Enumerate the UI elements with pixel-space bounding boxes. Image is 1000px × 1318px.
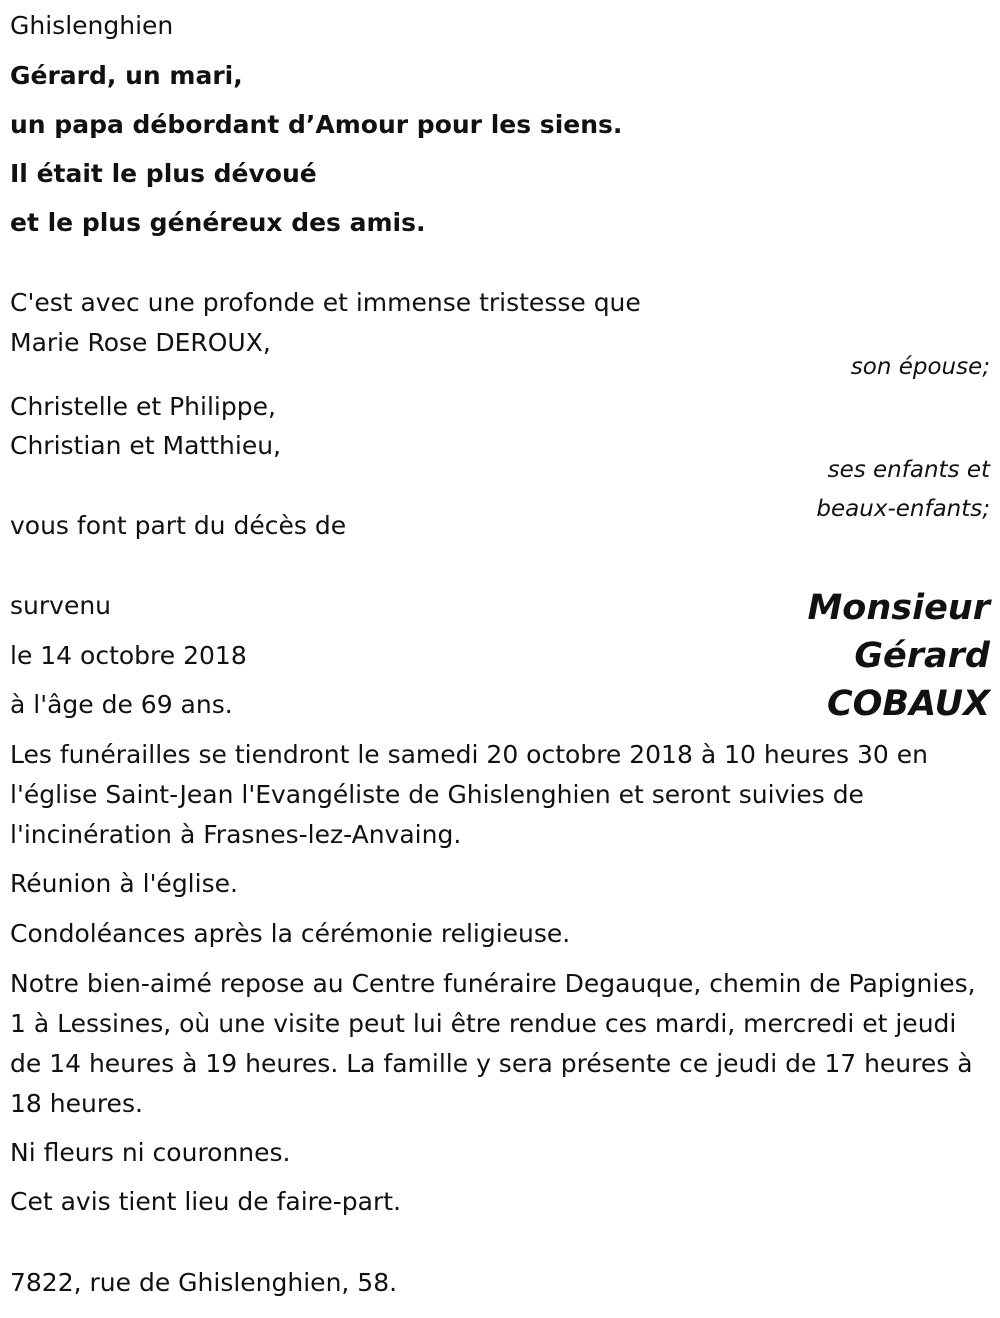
spouse-relation: son épouse; xyxy=(850,354,990,380)
reunion-text: Réunion à l'église. xyxy=(10,869,238,898)
deceased-title: Monsieur xyxy=(807,588,990,628)
child-name: Christian et Matthieu, xyxy=(10,431,281,460)
poem-line: Gérard, un mari, xyxy=(10,61,243,90)
poem-line: un papa débordant d’Amour pour les siens. xyxy=(10,110,623,139)
spouse-name: Marie Rose DEROUX, xyxy=(10,328,271,357)
deceased-last-name: COBAUX xyxy=(826,684,990,724)
children-relation: beaux-enfants; xyxy=(816,496,990,522)
deceased-first-name: Gérard xyxy=(854,636,990,676)
condolences-text: Condoléances après la cérémonie religieuse. xyxy=(10,919,571,948)
poem-line: et le plus généreux des amis. xyxy=(10,208,426,237)
visit-paragraph: Notre bien-aimé repose au Centre funéraire Degauque, chemin de Papignies, 1 à Lessines, où une visite peut lui être rendue ces mardi, mercredi et jeudi de 14 heures à 19 heures. La famille y sera présente ce jeudi de 17 heures à 18 heures. xyxy=(10,969,976,1118)
death-date: le 14 octobre 2018 xyxy=(10,641,247,670)
child-name: Christelle et Philippe, xyxy=(10,392,276,421)
funeral-paragraph: Les funérailles se tiendront le samedi 20 octobre 2018 à 10 heures 30 en l'église Saint-Jean l'Evangéliste de Ghislenghien et seront suivies de l'incinération à Frasnes-lez-Anvaing. xyxy=(10,740,928,849)
notice-text: Cet avis tient lieu de faire-part. xyxy=(10,1187,402,1216)
death-age: à l'âge de 69 ans. xyxy=(10,690,233,719)
children-relation: ses enfants et xyxy=(827,457,990,483)
flowers-text: Ni fleurs ni couronnes. xyxy=(10,1138,291,1167)
intro-text: C'est avec une profonde et immense tristesse que xyxy=(10,288,641,317)
death-survenu: survenu xyxy=(10,591,112,620)
poem-line: Il était le plus dévoué xyxy=(10,159,317,188)
place-heading: Ghislenghien xyxy=(10,11,174,40)
address: 7822, rue de Ghislenghien, 58. xyxy=(10,1268,398,1297)
announce-text: vous font part du décès de xyxy=(10,511,347,540)
